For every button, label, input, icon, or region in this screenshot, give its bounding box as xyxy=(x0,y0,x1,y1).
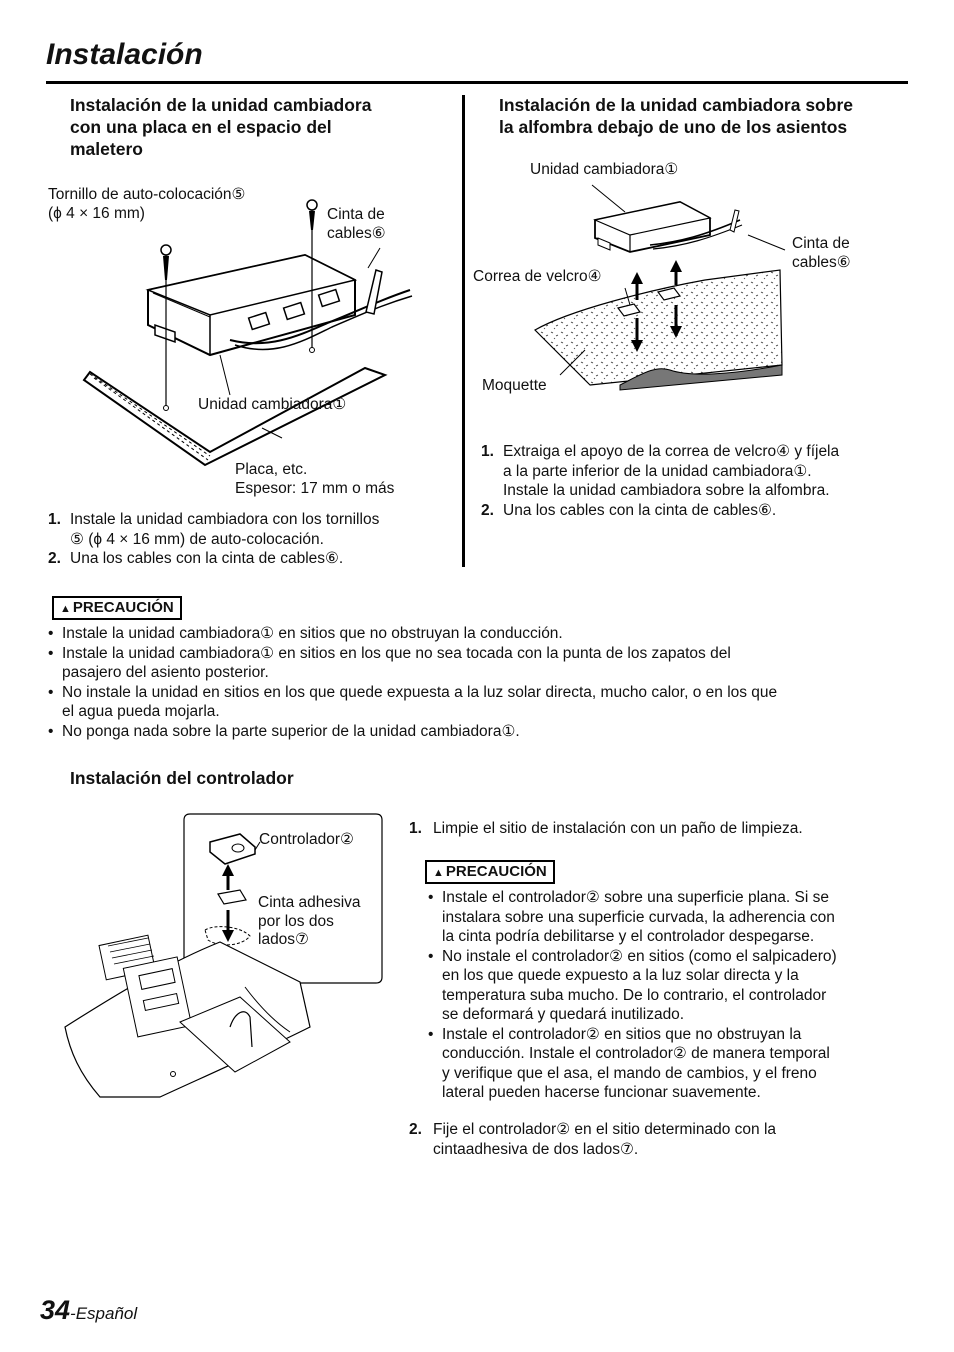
cable-tie-label: Cinta de cables⑥ xyxy=(327,206,386,242)
carpet-installation-illustration xyxy=(530,180,790,395)
page-title: Instalación xyxy=(46,38,203,71)
controller-caution-list xyxy=(428,888,908,1103)
right-section-heading: Instalación de la unidad cambiadora sobre la alfombra debajo de uno de los asientos xyxy=(499,95,853,137)
right-step-1: 1. Extraiga el apoyo de la correa de velcro④ y fíjela a la parte inferior de la unidad cambiadora①. Instale la unidad cambiadora sobre la alfombra. xyxy=(481,443,840,499)
controller-caution-item: • Instale el controlador② en sitios que no obstruyan la conducción. Instale el controlador② de manera temporal y verifique que el asa, el mando de cambios, y el freno lateral pueden hacerse funcionar suavemente. xyxy=(428,1025,908,1103)
left-step-2: 2. Una los cables con la cinta de cables⑥. xyxy=(48,550,344,567)
caution-item: • Instale la unidad cambiadora① en sitios que no obstruyan la conducción. xyxy=(48,624,908,644)
left-section-heading: Instalación de la unidad cambiadora con una placa en el espacio del maletero xyxy=(70,95,372,159)
warning-icon: ▲ xyxy=(433,867,444,879)
page-number: 34 xyxy=(40,1295,71,1325)
column-divider xyxy=(462,95,465,567)
controller-caution-item: • No instale el controlador② en sitios (como el salpicadero) en los que quede expuesto a la luz solar directa y la temperatura suba mucho. De lo contrario, el controlador se deformará y quedará inutilizado. xyxy=(428,947,908,1025)
carpet-label: Moquette xyxy=(482,377,547,394)
caution-list xyxy=(48,624,908,741)
screw-label: Tornillo de auto-colocación⑤ (ϕ 4 × 16 mm) xyxy=(48,186,246,222)
left-step-1: 1. Instale la unidad cambiadora con los tornillos ⑤ (ϕ 4 × 16 mm) de auto-colocación. xyxy=(48,511,380,548)
velcro-label: Correa de velcro④ xyxy=(473,268,602,285)
right-step-2: 2. Una los cables con la cinta de cables⑥. xyxy=(481,501,777,519)
left-steps-list xyxy=(48,510,448,569)
controller-label: Controlador② xyxy=(259,831,354,848)
controller-caution-badge: ▲ PRECAUCIÓN xyxy=(425,860,555,884)
controller-step-1: 1. Limpie el sitio de instalación con un paño de limpieza. xyxy=(409,820,803,837)
right-steps-list xyxy=(481,442,911,520)
controller-section-heading: Instalación del controlador xyxy=(70,768,294,788)
adhesive-tape-label: Cinta adhesiva por los dos lados⑦ xyxy=(258,894,361,948)
caution-item: • Instale la unidad cambiadora① en sitios en los que no sea tocada con la punta de los zapatos del pasajero del asiento posterior. xyxy=(48,644,908,683)
warning-icon: ▲ xyxy=(60,603,71,615)
page-footer xyxy=(40,1295,137,1326)
controller-caution-item: • Instale el controlador② sobre una superficie plana. Si se instalara sobre una superficie curvada, la adherencia con la cinta podría debilitarse y el controlador despegarse. xyxy=(428,888,908,947)
carpet-unit-label: Unidad cambiadora① xyxy=(530,161,679,178)
caution-item: • No instale la unidad en sitios en los que quede expuesta a la luz solar directa, mucho calor, o en los que el agua pueda mojarla. xyxy=(48,683,908,722)
controller-installation-illustration xyxy=(60,812,390,1102)
page-language: -Español xyxy=(70,1304,138,1323)
caution-item: • No ponga nada sobre la parte superior de la unidad cambiadora①. xyxy=(48,722,908,742)
changer-unit-label: Unidad cambiadora① xyxy=(198,396,347,413)
plate-shape xyxy=(84,368,385,465)
plate-label: Placa, etc. Espesor: 17 mm o más xyxy=(235,461,395,497)
controller-step-2: 2. Fije el controlador② en el sitio determinado con la cintaadhesiva de dos lados⑦. xyxy=(409,1121,777,1158)
caution-badge: ▲ PRECAUCIÓN xyxy=(52,596,182,620)
carpet-cable-tie-label: Cinta de cables⑥ xyxy=(792,235,851,271)
carpet-shape xyxy=(535,270,782,385)
title-rule xyxy=(46,81,908,84)
